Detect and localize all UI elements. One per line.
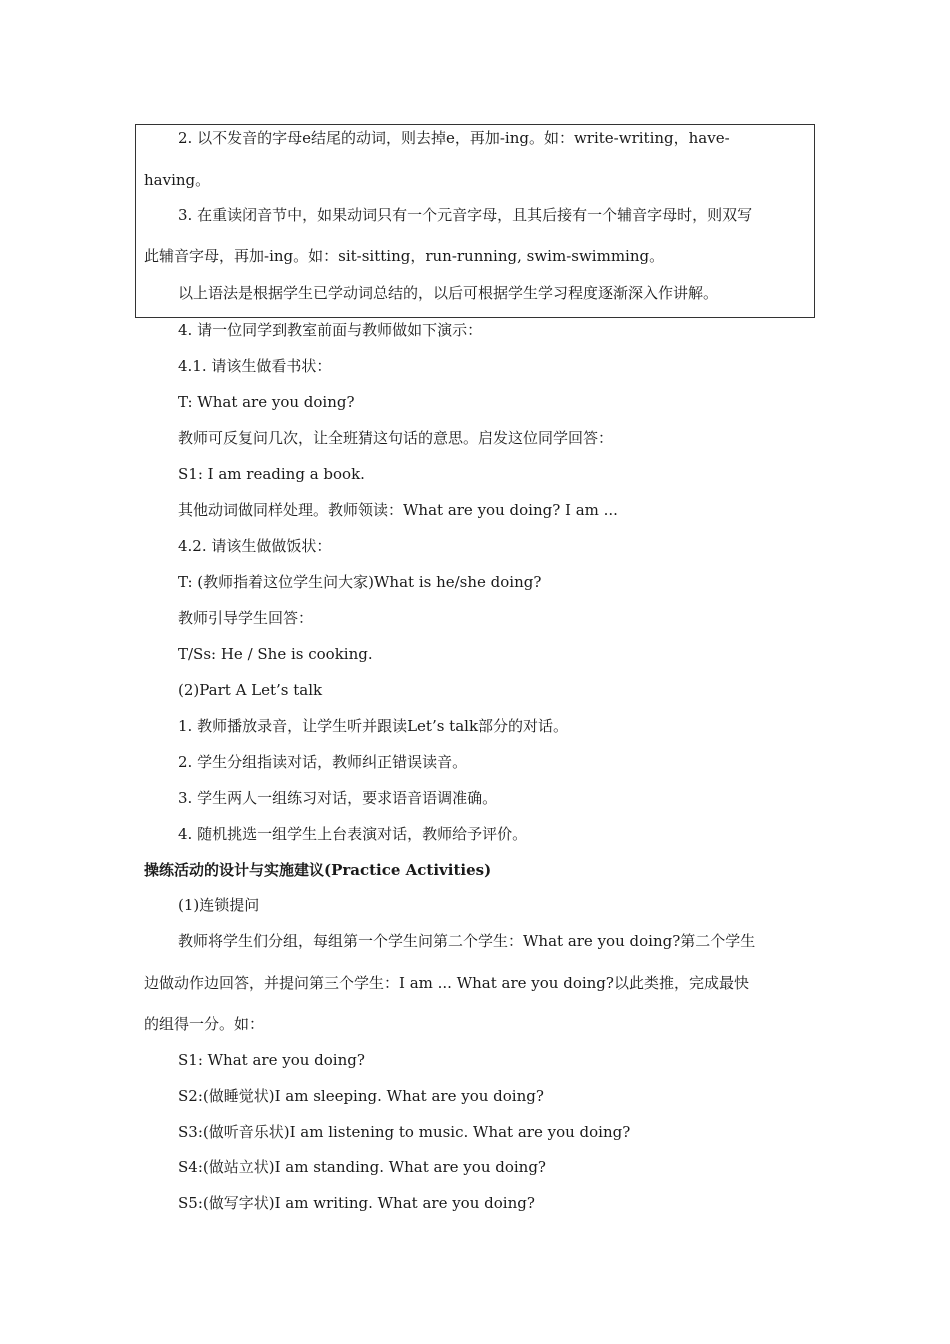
grammar-rule-3-line2: 此辅音字母，再加-ing。如：sit-sitting，run-running, swim-swimming。 bbox=[144, 247, 665, 265]
dialogue-s1: S1: What are you doing? bbox=[178, 1051, 365, 1069]
talk-step-3: 3. 学生两人一组练习对话，要求语音语调准确。 bbox=[178, 789, 498, 807]
grammar-summary: 以上语法是根据学生已学动词总结的，以后可根据学生学习程度逐渐深入作讲解。 bbox=[178, 284, 719, 302]
practice-heading: 操练活动的设计与实施建议(Practice Activities) bbox=[144, 861, 492, 879]
dialogue-s3: S3:(做听音乐状)I am listening to music. What are you doing? bbox=[178, 1123, 631, 1141]
talk-step-2: 2. 学生分组指读对话，教师纠正错误读音。 bbox=[178, 753, 468, 771]
grammar-rule-2-line1: 2. 以不发音的字母e结尾的动词，则去掉e，再加-ing。如：write-writing，have- bbox=[178, 129, 730, 147]
teacher-instruction-1: 教师可反复问几次，让全班猜这句话的意思。启发这位同学回答： bbox=[178, 429, 614, 447]
grammar-rule-3-line1: 3. 在重读闭音节中，如果动词只有一个元音字母，且其后接有一个辅音字母时，则双写 bbox=[178, 206, 753, 224]
dialogue-s2: S2:(做睡觉状)I am sleeping. What are you doing? bbox=[178, 1087, 544, 1105]
part-a-lets-talk: (2)Part A Let’s talk bbox=[178, 681, 323, 699]
practice-subheading: (1)连锁提问 bbox=[178, 896, 260, 914]
talk-step-1: 1. 教师播放录音，让学生听并跟读Let’s talk部分的对话。 bbox=[178, 717, 569, 735]
grammar-rule-2-line2: having。 bbox=[144, 171, 211, 189]
student-answer-1: S1: I am reading a book. bbox=[178, 465, 365, 483]
talk-step-4: 4. 随机挑选一组学生上台表演对话，教师给予评价。 bbox=[178, 825, 528, 843]
teacher-instruction-2: 其他动词做同样处理。教师领读：What are you doing? I am ... bbox=[178, 501, 618, 519]
class-answer: T/Ss: He / She is cooking. bbox=[178, 645, 373, 663]
teacher-instruction-3: 教师引导学生回答： bbox=[178, 609, 314, 627]
dialogue-s5: S5:(做写字状)I am writing. What are you doing? bbox=[178, 1194, 535, 1212]
practice-para-line3: 的组得一分。如： bbox=[144, 1015, 265, 1033]
teacher-question-1: T: What are you doing? bbox=[178, 393, 355, 411]
practice-para-line2: 边做动作边回答，并提问第三个学生：I am ... What are you doing?以此类推，完成最快 bbox=[144, 974, 749, 992]
practice-para-line1: 教师将学生们分组，每组第一个学生问第二个学生：What are you doing?第二个学生 bbox=[178, 932, 756, 950]
step-4-1: 4.1. 请该生做看书状： bbox=[178, 357, 332, 375]
dialogue-s4: S4:(做站立状)I am standing. What are you doing? bbox=[178, 1158, 546, 1176]
step-4: 4. 请一位同学到教室前面与教师做如下演示： bbox=[178, 321, 483, 339]
step-4-2: 4.2. 请该生做做饭状： bbox=[178, 537, 332, 555]
teacher-question-2: T: (教师指着这位学生问大家)What is he/she doing? bbox=[178, 573, 542, 591]
